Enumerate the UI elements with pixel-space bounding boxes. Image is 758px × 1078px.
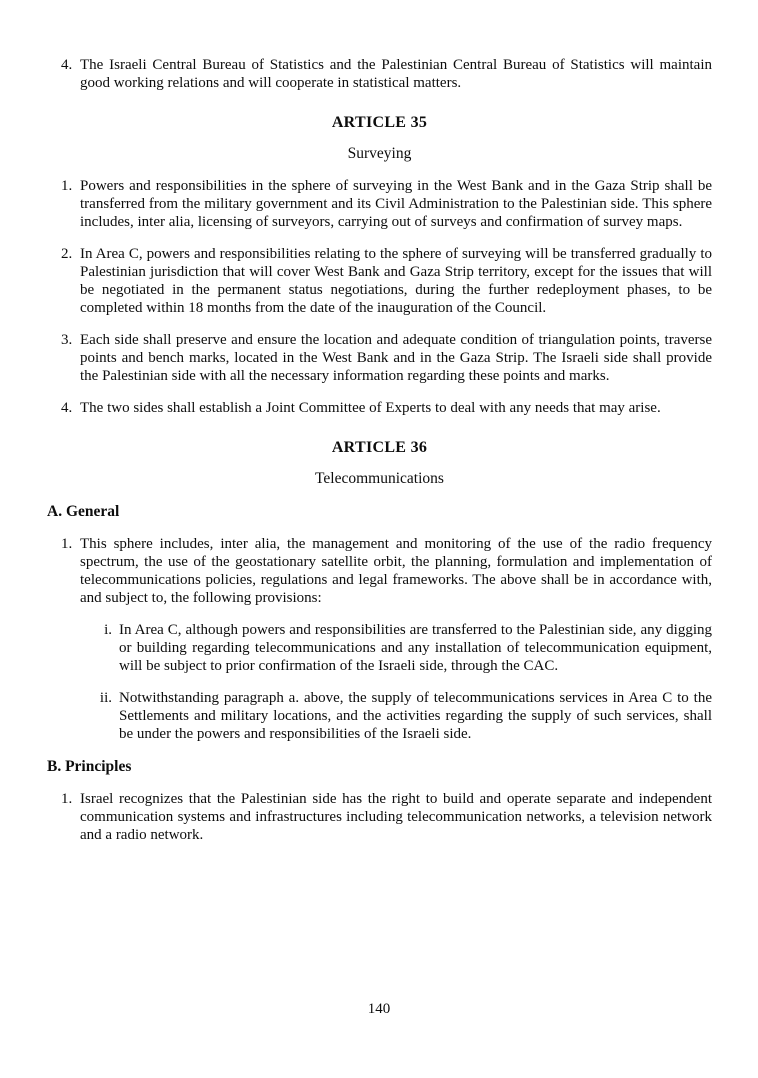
list-item-text: In Area C, powers and responsibilities relating to the sphere of surveying will be transferred gradually to Palestinian jurisdiction that will cover West Bank and Gaza Strip territory, except for the issues that will be negotiated in the permanent status negotiations, during the further redeployment phases, to be completed within 18 months from the date of the inauguration of the Council. xyxy=(80,246,712,316)
sub-list-marker: i. xyxy=(104,622,112,638)
sub-list-item-text: In Area C, although powers and responsibilities are transferred to the Palestinian side, any digging or building regarding telecommunications and any installation of telecommunication equipment, will be subject to prior confirmation of the Israeli side, through the CAC. xyxy=(119,622,712,674)
sub-list-item xyxy=(47,689,712,743)
section-a-heading: A. General xyxy=(47,503,120,520)
list-item xyxy=(47,56,712,92)
sub-list-marker: ii. xyxy=(99,690,112,706)
list-marker: 4. xyxy=(61,57,73,73)
article-35-subtitle: Surveying xyxy=(347,145,412,162)
page-number: 140 xyxy=(367,1001,391,1017)
list-item xyxy=(47,331,712,385)
article-35-heading: ARTICLE 35 xyxy=(331,114,428,131)
section-b-heading: B. Principles xyxy=(47,758,132,775)
sub-list-item xyxy=(47,621,712,675)
list-item-text: This sphere includes, inter alia, the management and monitoring of the use of the radio frequency spectrum, the use of the geostationary satellite orbit, the planning, formulation and implementation of telecommunications policies, regulations and legal frameworks. The above shall be in accordance with, and subject to, the following provisions: xyxy=(80,536,712,606)
list-marker: 2. xyxy=(61,246,73,262)
list-item xyxy=(47,245,712,317)
article-36-heading: ARTICLE 36 xyxy=(331,439,428,456)
list-item-text: Powers and responsibilities in the sphere of surveying in the West Bank and in the Gaza Strip shall be transferred from the military government and its Civil Administration to the Palestinian side. This sphere includes, inter alia, licensing of surveyors, carrying out of surveys and confirmation of survey maps. xyxy=(80,178,712,230)
list-item-text: The Israeli Central Bureau of Statistics and the Palestinian Central Bureau of Statistics will maintain good working relations and will cooperate in statistical matters. xyxy=(80,57,712,91)
sub-list-item-text: Notwithstanding paragraph a. above, the supply of telecommunications services in Area C to the Settlements and military locations, and the activities regarding the supply of such services, shall be under the powers and responsibilities of the Israeli side. xyxy=(119,690,712,742)
list-item xyxy=(47,790,712,844)
list-marker: 4. xyxy=(61,400,73,416)
list-item-text: Israel recognizes that the Palestinian side has the right to build and operate separate and independent communication systems and infrastructures including telecommunication networks, a television network and a radio network. xyxy=(80,791,712,843)
list-item-text: The two sides shall establish a Joint Committee of Experts to deal with any needs that may arise. xyxy=(80,400,661,416)
list-marker: 1. xyxy=(61,791,73,807)
list-item xyxy=(47,177,712,231)
list-marker: 3. xyxy=(61,332,73,348)
article-36-subtitle: Telecommunications xyxy=(315,470,444,487)
list-item xyxy=(47,399,712,417)
list-item xyxy=(47,535,712,607)
list-item-text: Each side shall preserve and ensure the location and adequate condition of triangulation points, traverse points and bench marks, located in the West Bank and in the Gaza Strip. The Israeli side shall provide the Palestinian side with all the necessary information regarding these points and marks. xyxy=(80,332,712,384)
list-marker: 1. xyxy=(61,536,73,552)
list-marker: 1. xyxy=(61,178,73,194)
